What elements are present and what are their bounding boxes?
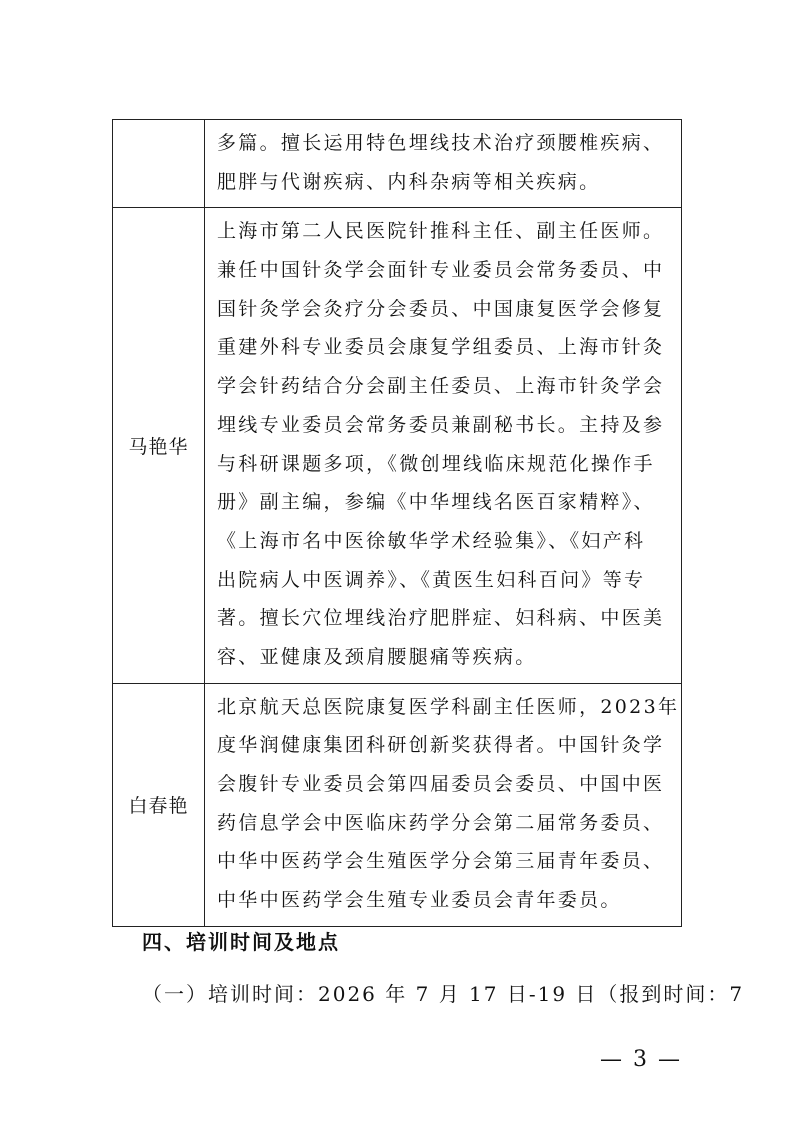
expert-name-cell: 马艳华 <box>113 208 205 683</box>
bio-line: 容、亚健康及颈肩腰腿痛等疾病。 <box>217 645 537 668</box>
bio-line: 肥胖与代谢疾病、内科杂病等相关疾病。 <box>217 170 601 193</box>
page-number: — 3 — <box>600 1047 682 1072</box>
table-row <box>113 208 682 683</box>
bio-line: 药信息学会中医临床药学分会第二届常务委员、 <box>217 811 665 834</box>
table-row <box>113 683 682 926</box>
bio-line: 中华中医药学会生殖专业委员会青年委员。 <box>217 889 622 912</box>
expert-bio-cell <box>205 120 682 208</box>
table-row <box>113 120 682 208</box>
bio-line: 兼任中国针灸学会面针专业委员会常务委员、中 <box>217 259 665 282</box>
bio-line: 国针灸学会灸疗分会委员、中国康复医学会修复 <box>217 297 665 320</box>
expert-name-cell <box>113 120 205 208</box>
bio-line: 上海市第二人民医院针推科主任、副主任医师。 <box>217 220 665 243</box>
experts-table <box>112 119 682 927</box>
bio-line: 与科研课题多项，《微创埋线临床规范化操作手 <box>217 452 655 475</box>
training-time-paragraph: （一）培训时间：2026 年 7 月 17 日-19 日（报到时间：7 <box>142 982 745 1006</box>
bio-line: 学会针药结合分会副主任委员、上海市针灸学会 <box>217 375 665 398</box>
bio-line: 会腹针专业委员会第四届委员会委员、中国中医 <box>217 773 665 795</box>
bio-line: 出院病人中医调养》、《黄医生妇科百问》等专 <box>217 568 646 591</box>
bio-line: 重建外科专业委员会康复学组委员、上海市针灸 <box>217 336 665 359</box>
bio-line: 著。擅长穴位埋线治疗肥胖症、妇科病、中医美 <box>217 607 665 630</box>
bio-line: 度华润健康集团科研创新奖获得者。中国针灸学 <box>217 734 665 757</box>
bio-line: 埋线专业委员会常务委员兼副秘书长。主持及参 <box>217 413 665 436</box>
bio-line: 《上海市名中医徐敏华学术经验集》、《妇产科 <box>217 529 646 552</box>
expert-bio-cell <box>205 208 682 683</box>
bio-line: 北京航天总医院康复医学科副主任医师，2023年 <box>217 695 680 718</box>
bio-line: 多篇。擅长运用特色埋线技术治疗颈腰椎疾病、 <box>217 132 665 154</box>
bio-line: 中华中医药学会生殖医学分会第三届青年委员、 <box>217 850 665 873</box>
bio-line: 册》副主编，参编《中华埋线名医百家精粹》、 <box>217 491 655 514</box>
expert-bio-cell <box>205 683 682 926</box>
experts-table-body <box>113 120 682 927</box>
expert-name-cell: 白春艳 <box>113 683 205 926</box>
section-heading: 四、培训时间及地点 <box>142 930 340 954</box>
